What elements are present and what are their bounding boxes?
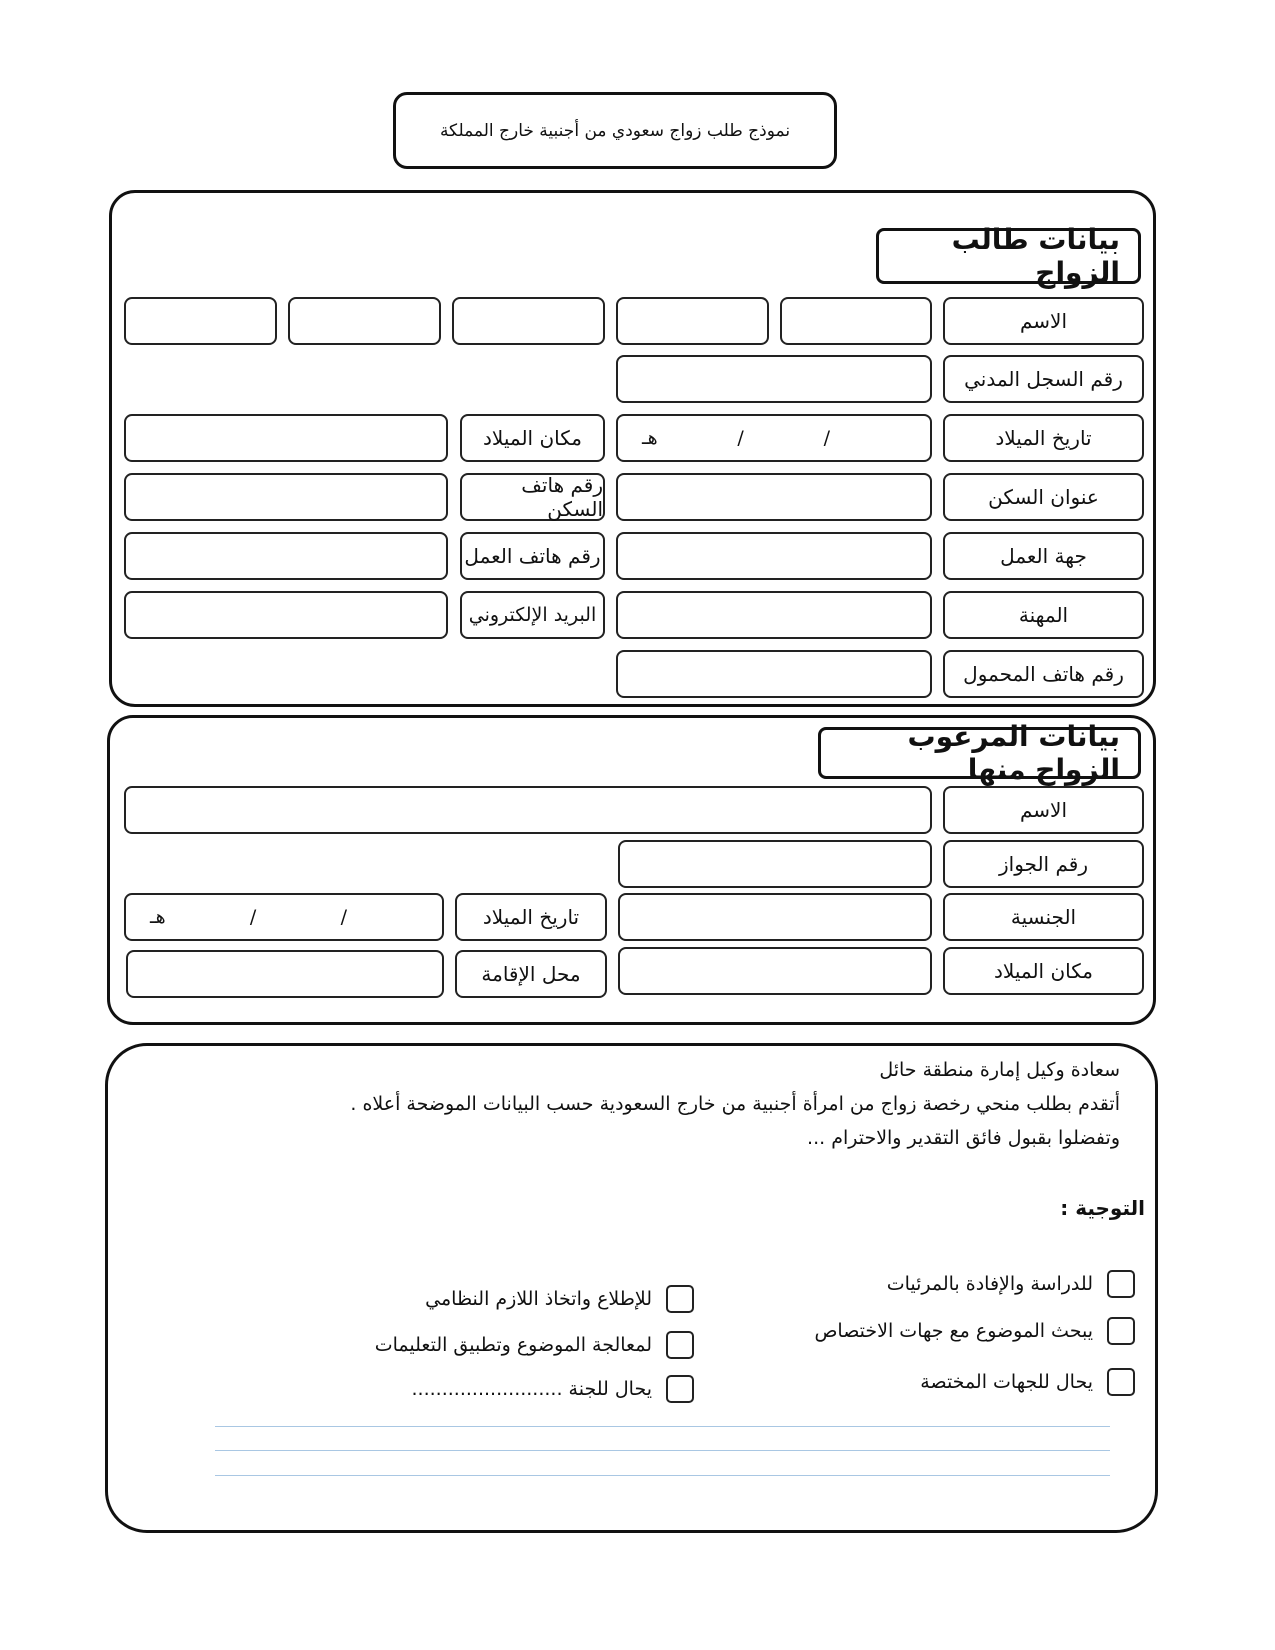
email-label: البريد الإلكتروني <box>460 591 605 639</box>
letter-closing: وتفضلوا بقبول فائق التقدير والاحترام ... <box>807 1127 1120 1149</box>
checkbox-icon[interactable] <box>1107 1317 1135 1345</box>
checkbox-icon[interactable] <box>666 1331 694 1359</box>
applicant-birth-place-field[interactable] <box>124 414 448 462</box>
spouse-heading: بيانات المرغوب الزواج منها <box>818 727 1141 779</box>
option-refer-authorities-checkbox[interactable] <box>760 1368 1135 1396</box>
work-phone-label: رقم هاتف العمل <box>460 532 605 580</box>
address-label: عنوان السكن <box>943 473 1144 521</box>
option-refer-committee-checkbox[interactable] <box>330 1375 694 1403</box>
applicant-name-part-3[interactable] <box>452 297 605 345</box>
address-field[interactable] <box>616 473 932 521</box>
option-discuss-checkbox[interactable] <box>760 1317 1135 1345</box>
applicant-birth-date-label: تاريخ الميلاد <box>943 414 1144 462</box>
option-label: يحال للجهات المختصة <box>920 1371 1093 1393</box>
note-line[interactable] <box>215 1426 1110 1427</box>
residence-label: محل الإقامة <box>455 950 607 998</box>
spouse-name-label: الاسم <box>943 786 1144 834</box>
applicant-name-part-2[interactable] <box>616 297 769 345</box>
civil-id-field[interactable] <box>616 355 932 403</box>
date-sep: / <box>340 906 347 928</box>
employer-field[interactable] <box>616 532 932 580</box>
spouse-birth-date-label: تاريخ الميلاد <box>455 893 607 941</box>
applicant-name-part-4[interactable] <box>288 297 441 345</box>
spouse-birth-place-field[interactable] <box>618 947 932 995</box>
work-phone-field[interactable] <box>124 532 448 580</box>
occupation-field[interactable] <box>616 591 932 639</box>
date-sep: / <box>823 427 830 449</box>
date-sep: / <box>249 906 257 928</box>
civil-id-label: رقم السجل المدني <box>943 355 1144 403</box>
applicant-birth-place-label: مكان الميلاد <box>460 414 605 462</box>
applicant-birth-date-field[interactable] <box>616 414 932 462</box>
option-process-checkbox[interactable] <box>330 1331 694 1359</box>
spouse-birth-place-label: مكان الميلاد <box>943 947 1144 995</box>
option-study-checkbox[interactable] <box>760 1270 1135 1298</box>
passport-label: رقم الجواز <box>943 840 1144 888</box>
applicant-name-part-1[interactable] <box>780 297 932 345</box>
note-line[interactable] <box>215 1475 1110 1476</box>
hijri-suffix: هـ <box>642 427 658 449</box>
option-label: للدراسة والإفادة بالمرئيات <box>886 1273 1093 1295</box>
spouse-birth-date-field[interactable] <box>124 893 444 941</box>
nationality-field[interactable] <box>618 893 932 941</box>
form-title: نموذج طلب زواج سعودي من أجنبية خارج المملكة <box>393 92 837 169</box>
date-sep: / <box>737 427 744 449</box>
mobile-field[interactable] <box>616 650 932 698</box>
option-label: يحال للجنة ......................... <box>411 1378 652 1400</box>
applicant-heading: بيانات طالب الزواج <box>876 228 1141 284</box>
letter-request: أتقدم بطلب منحي رخصة زواج من امرأة أجنبية من خارج السعودية حسب البيانات الموضحة أعلاه . <box>350 1093 1120 1115</box>
checkbox-icon[interactable] <box>1107 1270 1135 1298</box>
passport-field[interactable] <box>618 840 932 888</box>
spouse-name-field[interactable] <box>124 786 932 834</box>
letter-body <box>300 1053 1120 1155</box>
employer-label: جهة العمل <box>943 532 1144 580</box>
checkbox-icon[interactable] <box>1107 1368 1135 1396</box>
option-label: لمعالجة الموضوع وتطبيق التعليمات <box>374 1334 652 1356</box>
occupation-label: المهنة <box>943 591 1144 639</box>
letter-salutation: سعادة وكيل إمارة منطقة حائل <box>879 1059 1120 1081</box>
option-label: يبحث الموضوع مع جهات الاختصاص <box>814 1320 1093 1342</box>
mobile-label: رقم هاتف المحمول <box>943 650 1144 698</box>
hijri-suffix: هـ <box>150 906 166 928</box>
home-phone-label: رقم هاتف السكن <box>460 473 605 521</box>
nationality-label: الجنسية <box>943 893 1144 941</box>
directive-label: التوجية : <box>1060 1196 1145 1220</box>
checkbox-icon[interactable] <box>666 1375 694 1403</box>
applicant-name-label: الاسم <box>943 297 1144 345</box>
home-phone-field[interactable] <box>124 473 448 521</box>
applicant-name-part-5[interactable] <box>124 297 277 345</box>
option-label: للإطلاع واتخاذ اللازم النظامي <box>425 1288 652 1310</box>
residence-field[interactable] <box>126 950 444 998</box>
checkbox-icon[interactable] <box>666 1285 694 1313</box>
option-review-checkbox[interactable] <box>330 1285 694 1313</box>
email-field[interactable] <box>124 591 448 639</box>
note-line[interactable] <box>215 1450 1110 1451</box>
